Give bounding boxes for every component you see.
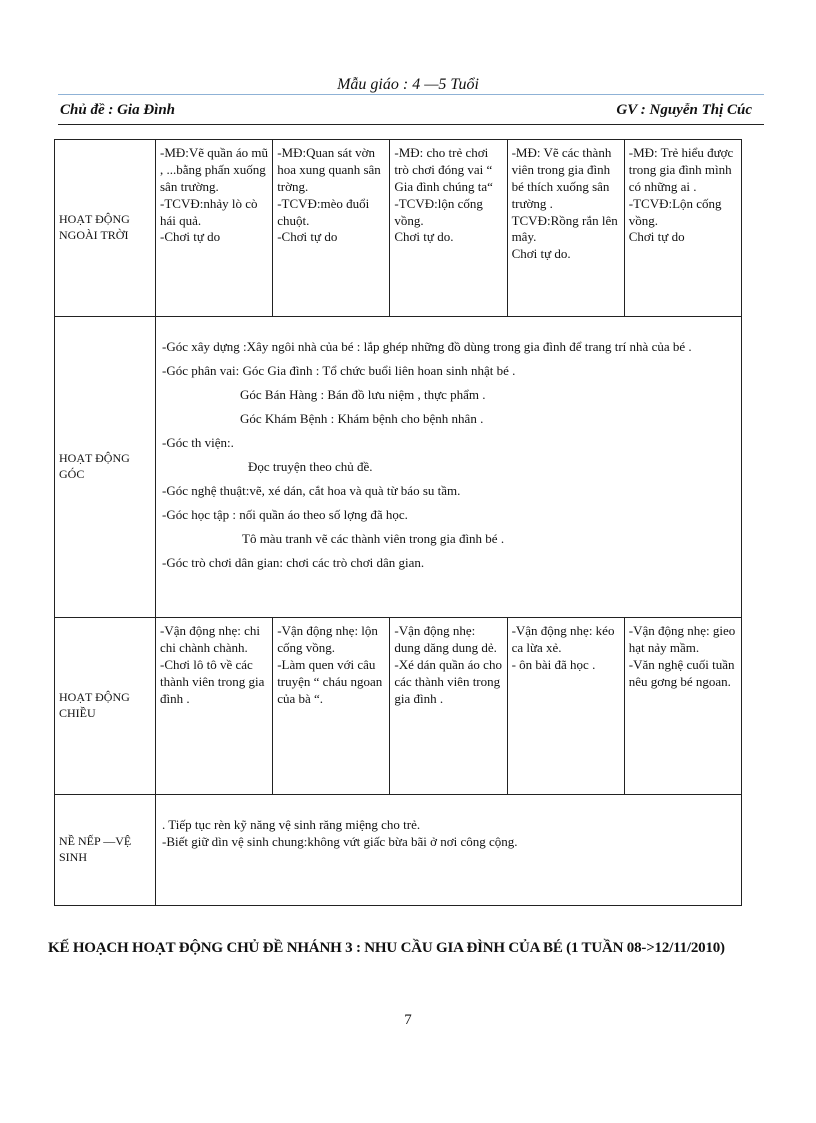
header-divider (58, 94, 764, 95)
table-cell (390, 618, 507, 795)
cell-line: -Vận động nhẹ: lộn cống vồng. (277, 623, 378, 655)
cell-line: -Làm quen với câu truyện “ cháu ngoan của bà “. (277, 656, 383, 706)
table-cell (156, 140, 273, 317)
cell-line: -Góc học tập : nối quần áo theo số lợng đã học. (162, 507, 408, 523)
cell-line: -Biết giữ dìn vệ sinh chung:không vứt giấc bừa bãi ở nơi công cộng. (162, 833, 518, 849)
cell-line: -TCVĐ:lộn cống vồng. (394, 195, 483, 228)
table-row (55, 618, 742, 795)
cell-line: -Vận động nhẹ: kéo ca lừa xẻ. (511, 623, 615, 655)
table-row (55, 140, 742, 317)
row-label: HOẠT ĐỘNG GÓC (55, 317, 156, 618)
cell-line: -MĐ: Vẽ các thành viên trong gia đình bé thích xuống sân trường . (511, 145, 612, 211)
table-cell (156, 795, 742, 906)
cell-line: -MĐ: Trẻ hiểu được trong gia đình mình có những ai . (628, 145, 734, 194)
table-cell (273, 140, 390, 317)
cell-line: Tô màu tranh vẽ các thành viên trong gia đình bé . (242, 531, 505, 547)
cell-line: -Chơi tự do (277, 229, 338, 245)
cell-line: -Chơi tự do (160, 229, 221, 245)
row-label: HOẠT ĐỘNG NGOÀI TRỜI (55, 140, 156, 317)
page-number: 7 (404, 1012, 412, 1028)
cell-line: -Góc trò chơi dân gian: chơi các trò chơi dân gian. (162, 555, 425, 571)
cell-line: -Xé dán quần áo cho các thành viên trong gia đình . (394, 656, 502, 706)
table-cell (624, 140, 741, 317)
header-topic: Chủ đề : Gia Đình (60, 102, 176, 118)
cell-line: Chơi tự do. (394, 229, 454, 245)
table-cell (273, 618, 390, 795)
header-grade: Mẫu giáo : 4 —5 Tuổi (337, 76, 479, 93)
table-row (55, 317, 742, 618)
cell-line: -Góc th viện:. (162, 435, 234, 451)
table-cell (156, 317, 742, 618)
header-teacher: GV : Nguyễn Thị Cúc (616, 102, 752, 118)
cell-line: -MĐ: cho trẻ chơi trò chơi đóng vai “ Gia đình chúng ta“ (394, 145, 493, 194)
table-cell (507, 618, 624, 795)
cell-line: -Góc nghệ thuật:vẽ, xé dán, cắt hoa và quà từ báo su tầm. (162, 483, 461, 499)
row-label: HOẠT ĐỘNG CHIỀU (55, 618, 156, 795)
row-label: NỀ NẾP —VỆ SINH (55, 795, 156, 906)
cell-line: -Góc phân vai: Góc Gia đình : Tổ chức buổi liên hoan sinh nhật bé . (162, 363, 516, 379)
cell-line: -Văn nghệ cuối tuần nêu gơng bé ngoan. (628, 656, 735, 689)
cell-line: -MĐ:Quan sát vờn hoa xung quanh sân trờng. (277, 145, 381, 194)
cell-line: Góc Bán Hàng : Bán đồ lưu niệm , thực phẩm . (240, 387, 486, 403)
cell-line: -MĐ:Vẽ quần áo mũ , ...bằng phấn xuống sân trường. (160, 145, 268, 194)
cell-line: -Vận động nhẹ: dung dăng dung dẻ. (394, 623, 497, 655)
table-cell (507, 140, 624, 317)
cell-line: Chơi tự do (628, 229, 685, 245)
plan-title: KẾ HOẠCH HOẠT ĐỘNG CHỦ ĐỀ NHÁNH 3 : NHU CẦU GIA ĐÌNH CỦA BÉ (1 TUẦN 08->12/11/2010) (48, 940, 725, 956)
activity-plan-table (54, 139, 742, 906)
cell-line: Góc Khám Bệnh : Khám bệnh cho bệnh nhân . (240, 411, 484, 427)
cell-line: -Chơi lô tô về các thành viên trong gia đình . (160, 656, 265, 706)
table-row (55, 795, 742, 906)
cell-line: Đọc truyện theo chủ đề. (248, 459, 373, 475)
cell-line: -TCVĐ:mèo đuổi chuột. (277, 195, 370, 228)
cell-line: -Góc xây dựng :Xây ngôi nhà của bé : lắp ghép những đồ dùng trong gia đình để trang trí nhà của bé . (162, 339, 692, 354)
cell-line: . Tiếp tục rèn kỹ năng vệ sinh răng miệng cho trẻ. (162, 817, 421, 832)
cell-line: TCVĐ:Rồng rắn lên mây. (511, 212, 618, 245)
cell-line: -Vận động nhẹ: gieo hạt nảy mầm. (628, 623, 736, 655)
cell-line: -TCVĐ:Lộn cống vồng. (628, 195, 722, 228)
table-cell (156, 618, 273, 795)
cell-line: -Vận động nhẹ: chi chi chành chành. (160, 623, 261, 655)
header-underline (58, 124, 764, 125)
cell-line: Chơi tự do. (511, 246, 571, 262)
table-cell (390, 140, 507, 317)
table-cell (624, 618, 741, 795)
cell-line: - ôn bài đã học . (511, 656, 596, 672)
cell-line: -TCVĐ:nhảy lò cò hái quả. (160, 195, 258, 228)
